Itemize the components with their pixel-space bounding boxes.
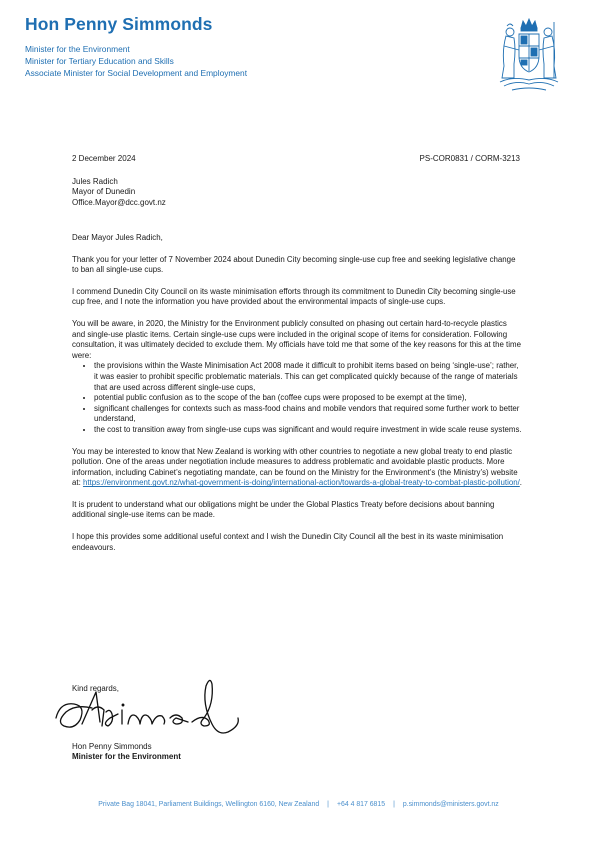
salutation: Dear Mayor Jules Radich, [72, 233, 163, 242]
role-line-3: Associate Minister for Social Development and Employment [25, 67, 248, 78]
list-item: • the provisions within the Waste Minimisation Act 2008 made it difficult to prohibit items based on being ‘single-use’; rather, it was easier to prohibit specific problematic materials. This can get complicated quickly because of the range of materials that are used across different single-use cups, [94, 361, 522, 393]
footer-contact [0, 801, 597, 808]
footer-address: Private Bag 18041, Parliament Buildings, Wellington 6160, New Zealand [98, 801, 320, 808]
recipient-title: Mayor of Dunedin [72, 187, 136, 197]
list-item: • significant challenges for contexts such as mass-food chains and mobile vendors that required some further work to better understand, [94, 404, 522, 425]
nz-coat-of-arms-icon [492, 16, 566, 96]
reasons-list [72, 361, 522, 435]
paragraph-6: I hope this provides some additional useful context and I wish the Dunedin City Council all the best in its waste minimisation endeavours. [72, 532, 504, 552]
paragraph-4 [72, 447, 522, 489]
recipient-email: Office.Mayor@dcc.govt.nz [72, 197, 166, 207]
paragraph-5: It is prudent to understand what our obligations might be under the Global Plastics Treaty before decisions about banning additional single-use items can be made. [72, 499, 495, 520]
letter-reference: PS-COR0831 / CORM-3213 [419, 154, 520, 163]
letter-date: 2 December 2024 [72, 154, 136, 163]
closing: Kind regards, [72, 684, 119, 693]
minister-name: Hon Penny Simmonds [25, 14, 213, 34]
list-item: • potential public confusion as to the scope of the ban (coffee cups were proposed to be exempt at the time), [94, 393, 522, 404]
footer-separator: | [393, 801, 395, 808]
letter-body [72, 233, 522, 564]
signer-title: Minister for the Environment [72, 752, 181, 762]
footer-email: p.simmonds@ministers.govt.nz [402, 801, 499, 808]
footer-separator: | [327, 801, 329, 808]
signer-block [72, 742, 181, 763]
footer-phone: +64 4 817 6815 [336, 801, 386, 808]
recipient-name: Jules Radich [72, 177, 118, 186]
paragraph-1: Thank you for your letter of 7 November 2024 about Dunedin City becoming single-use cup free and seeking legislative change to ban all single-use cups. [72, 254, 516, 275]
paragraph-2: I commend Dunedin City Council on its waste minimisation efforts through its commitment to Dunedin City becoming single-use cup free, and I note the information you have provided about the environmental impacts of single-use cups. [72, 286, 516, 307]
letterhead [25, 14, 345, 79]
paragraph-4-text: You may be interested to know that New Zealand is working with other countries to negotiate a new global treaty to end plastic pollution. One of the areas under negotiation include measures to address problematic and avoidable plastic products. More information, including Cabinet’s negotiating mandate, can be found on the Ministry for the Environment’s (the Ministry’s) website at: [72, 446, 518, 488]
treaty-link[interactable]: https://environment.govt.nz/what-government-is-doing/international-action/towards-a-global-treaty-to-combat-plastic-pollution/ [82, 478, 520, 488]
role-line-1: Minister for the Environment [25, 44, 130, 54]
recipient-address [72, 177, 166, 208]
signer-name: Hon Penny Simmonds [72, 742, 152, 751]
paragraph-3: You will be aware, in 2020, the Ministry for the Environment publicly consulted on phasing out certain hard-to-recycle plastics and single-use plastic items. Certain single-use cups were included in the original scope of items for consideration. Following consultation, it was ultimately decided to exclude them. My officials have told me that some of the key reasons for this at the time were: [72, 318, 521, 360]
role-line-2: Minister for Tertiary Education and Skills [25, 55, 174, 66]
handwritten-signature-icon [52, 674, 252, 744]
paragraph-4-end: . [519, 478, 522, 488]
list-item: • the cost to transition away from single-use cups was significant and would require investment in wide scale reuse systems. [94, 425, 522, 436]
